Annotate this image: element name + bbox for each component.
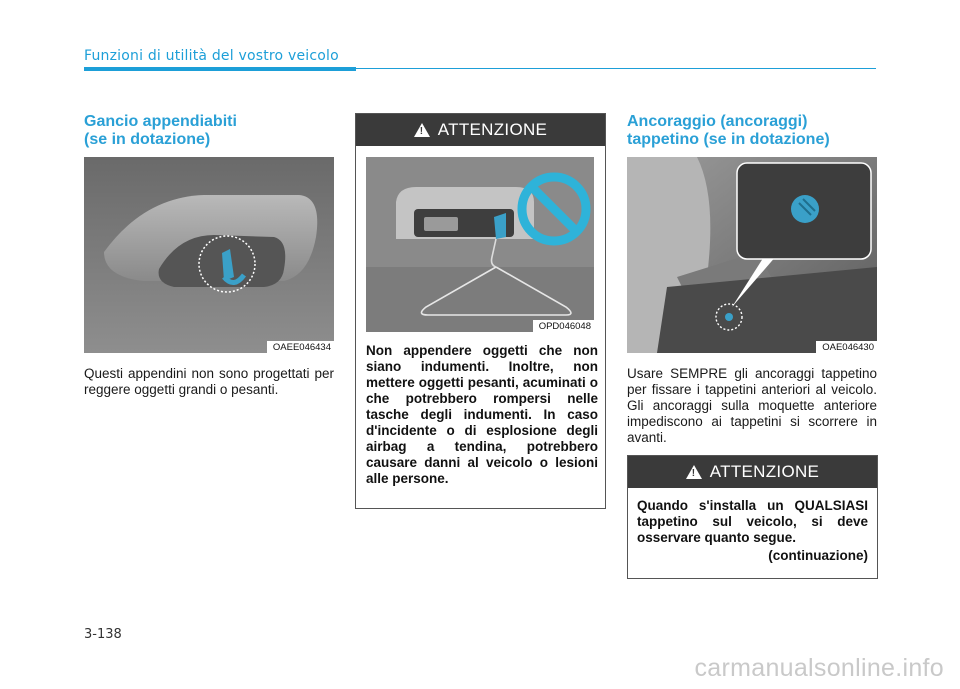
image-code-label: OPD046048: [533, 320, 594, 332]
floor-mat-anchor-heading: Ancoraggio (ancoraggi) tappetino (se in dotazione): [627, 113, 830, 148]
floor-mat-anchor-description: Usare SEMPRE gli ancoraggi tappetino per fissare i tappetini anteriori al veicolo. Gli ancoraggi sulla moquette anteriore impediscono ai tappetini si scorrere in avanti.: [627, 366, 877, 445]
coat-hook-heading: Gancio appendiabiti (se in dotazione): [84, 113, 237, 148]
warning-triangle-icon: !: [686, 465, 702, 479]
warning-title: ATTENZIONE: [709, 462, 820, 481]
coat-hook-photo: [84, 157, 334, 353]
header-rule: [356, 68, 876, 69]
floor-mat-anchor-photo: [627, 157, 877, 353]
floor-mat-warning-box: [627, 455, 878, 579]
page-number: 3-138: [84, 627, 122, 642]
watermark: carmanualsonline.info: [694, 654, 944, 682]
warning-header: [628, 456, 877, 488]
floor-mat-warning-text: Quando s'installa un QUALSIASI tappetino sul veicolo, si deve osservare quanto segue.: [637, 498, 868, 545]
image-code-label: OAE046430: [816, 341, 877, 353]
warning-title: ATTENZIONE: [437, 120, 548, 139]
coat-hook-warning-text: Non appendere oggetti che non siano indumenti. Inoltre, non mettere oggetti pesanti, acuminati o che potrebbero rompersi nelle tasche degli indumenti. In caso d'incidente o di esplosione degli airbag a tendina, potrebbero causare danni al veicolo o lesioni alle persone.: [366, 343, 598, 486]
floor-mat-anchor-illustration: [627, 157, 877, 353]
coat-hook-description: Questi appendini non sono progettati per reggere oggetti grandi o pesanti.: [84, 366, 334, 397]
warning-triangle-icon: !: [414, 123, 430, 137]
image-code-label: OAEE046434: [267, 341, 334, 353]
section-header-title: Funzioni di utilità del vostro veicolo: [84, 48, 339, 64]
header-accent-bar: [84, 67, 356, 71]
coat-hook-illustration: [84, 157, 334, 353]
coat-hook-warning-box: [355, 113, 606, 509]
hanger-prohibited-photo: [366, 157, 594, 332]
continuation-note: (continuazione): [768, 548, 868, 563]
warning-header: [356, 114, 605, 146]
hanger-illustration: [366, 157, 594, 332]
